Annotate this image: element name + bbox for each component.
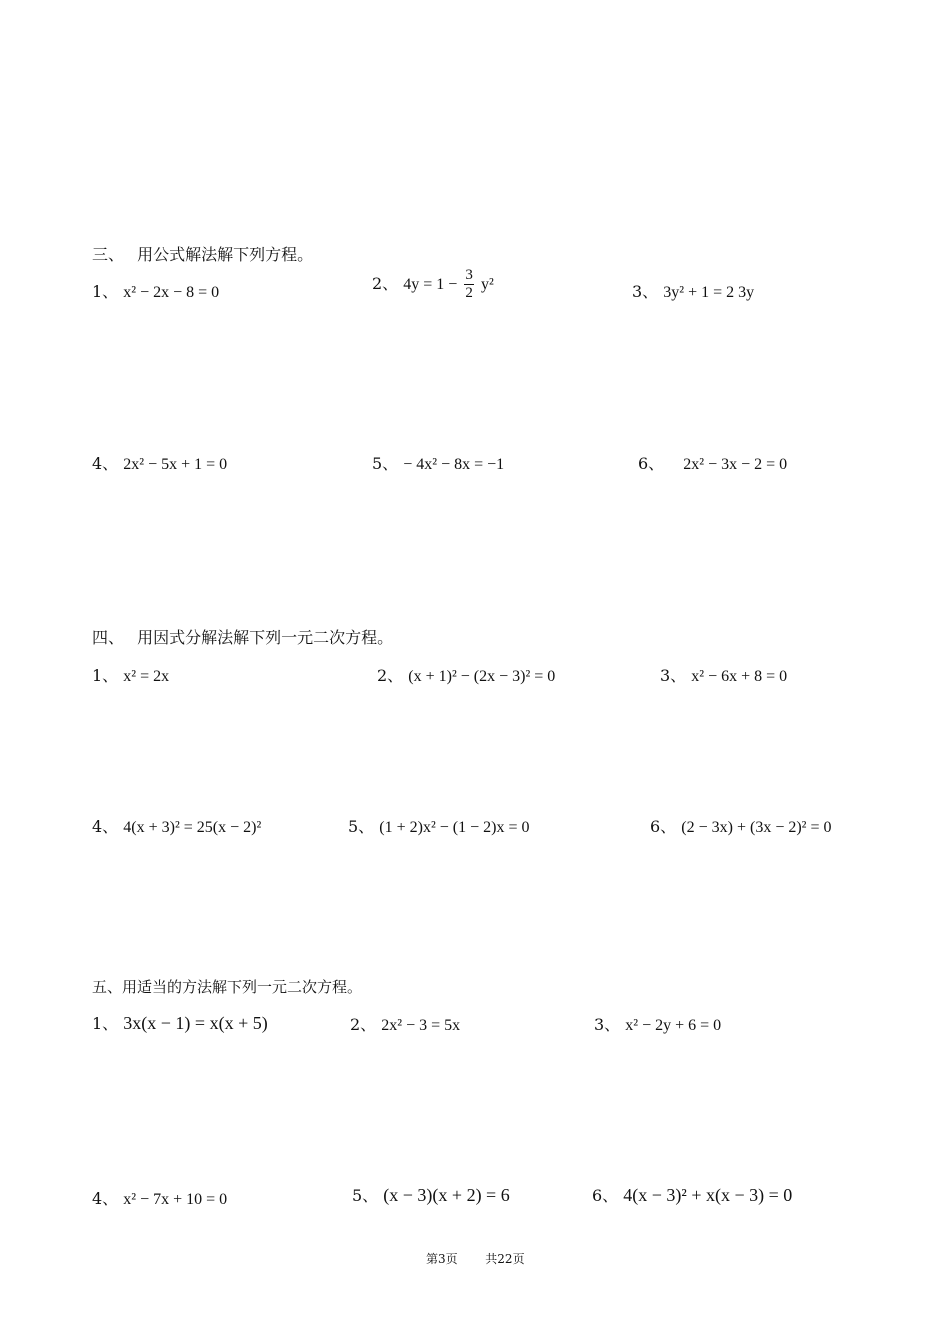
equation: x² − 7x + 10 = 0 (123, 1191, 228, 1208)
s4-problem-3 (660, 663, 787, 686)
problem-number: 4、 (92, 817, 119, 836)
problem-number: 6、 (592, 1186, 619, 1205)
equation: 2x² − 3x − 2 = 0 (683, 456, 788, 473)
s3-problem-4 (92, 451, 227, 474)
page-number: 第3页 (426, 1252, 458, 1266)
page-footer (426, 1250, 525, 1267)
fraction (464, 268, 474, 301)
s5-problem-3 (594, 1012, 721, 1035)
problem-number: 1、 (92, 282, 119, 301)
section-5-heading: 五、用适当的方法解下列一元二次方程。 (92, 978, 363, 996)
s3-problem-2 (372, 268, 494, 301)
equation-part: 4y = 1 − (403, 276, 458, 293)
s3-problem-1 (92, 279, 219, 302)
problem-number: 6、 (650, 817, 677, 836)
s5-problem-1 (92, 1011, 268, 1034)
equation: 4(x + 3)² = 25(x − 2)² (123, 819, 262, 836)
problem-number: 5、 (352, 1186, 379, 1205)
equation: 3y² + 1 = 2 3y (663, 284, 755, 301)
problem-number: 1、 (92, 1014, 119, 1033)
problem-number: 4、 (92, 1189, 119, 1208)
section-3-heading: 三、 用公式解法解下列方程。 (92, 245, 314, 264)
problem-number: 1、 (92, 666, 119, 685)
s5-problem-5 (352, 1183, 510, 1206)
equation: 3x(x − 1) = x(x + 5) (123, 1013, 268, 1033)
equation-part: y² (481, 276, 494, 293)
section-4-heading: 四、 用因式分解法解下列一元二次方程。 (92, 628, 394, 647)
s4-problem-6 (650, 814, 831, 837)
s4-problem-2 (377, 663, 555, 686)
equation: x² = 2x (123, 668, 170, 685)
problem-number: 4、 (92, 454, 119, 473)
problem-number: 3、 (594, 1015, 621, 1034)
s4-problem-5 (348, 814, 529, 837)
equation: (x + 1)² − (2x − 3)² = 0 (408, 668, 556, 685)
s5-problem-2 (350, 1012, 460, 1035)
equation: x² − 2x − 8 = 0 (123, 284, 220, 301)
page-total: 共22页 (485, 1252, 525, 1266)
s4-problem-1 (92, 663, 169, 686)
problem-number: 6、 (638, 454, 665, 473)
equation: − 4x² − 8x = −1 (403, 456, 505, 473)
s3-problem-5 (372, 451, 504, 474)
equation: 2x² − 3 = 5x (381, 1017, 461, 1034)
equation: 4(x − 3)² + x(x − 3) = 0 (623, 1185, 793, 1205)
equation: x² − 6x + 8 = 0 (691, 668, 788, 685)
s5-problem-6 (592, 1183, 792, 1206)
equation: 2x² − 5x + 1 = 0 (123, 456, 228, 473)
equation: (x − 3)(x + 2) = 6 (383, 1185, 510, 1205)
problem-number: 2、 (372, 274, 399, 293)
problem-number: 2、 (350, 1015, 377, 1034)
problem-number: 2、 (377, 666, 404, 685)
problem-number: 3、 (632, 282, 659, 301)
equation: x² − 2y + 6 = 0 (625, 1017, 722, 1034)
problem-number: 3、 (660, 666, 687, 685)
s3-problem-6 (638, 451, 787, 474)
s5-problem-4 (92, 1186, 227, 1209)
s4-problem-4 (92, 814, 261, 837)
fraction-numerator: 3 (465, 267, 473, 283)
equation: (2 − 3x) + (3x − 2)² = 0 (681, 819, 832, 836)
problem-number: 5、 (348, 817, 375, 836)
s3-problem-3 (632, 279, 754, 302)
equation: (1 + 2)x² − (1 − 2)x = 0 (379, 819, 530, 836)
problem-number: 5、 (372, 454, 399, 473)
fraction-denominator: 2 (465, 285, 473, 301)
